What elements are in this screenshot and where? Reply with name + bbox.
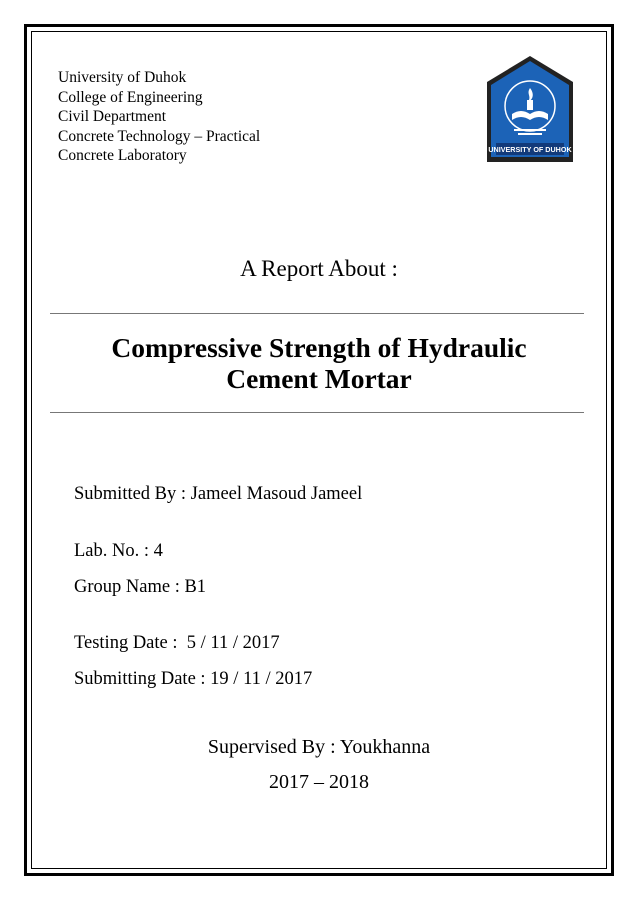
lab-number: Lab. No. : 4	[74, 541, 163, 561]
department-name: Civil Department	[58, 108, 167, 126]
laboratory-name: Concrete Laboratory	[58, 147, 187, 165]
testing-date: Testing Date : 5 / 11 / 2017	[74, 633, 280, 653]
course-name: Concrete Technology – Practical	[58, 127, 261, 145]
submitting-date: Submitting Date : 19 / 11 / 2017	[74, 669, 313, 689]
university-name: University of Duhok	[58, 69, 187, 86]
institution-header	[58, 68, 260, 166]
report-title-line-1: Compressive Strength of Hydraulic	[111, 332, 527, 363]
title-divider-top	[50, 313, 584, 314]
university-logo-icon	[484, 54, 576, 166]
academic-year: 2017 – 2018	[269, 771, 369, 793]
submitted-by: Submitted By : Jameel Masoud Jameel	[74, 484, 363, 504]
group-name: Group Name : B1	[74, 577, 207, 597]
logo-banner-text: UNIVERSITY OF DUHOK	[488, 145, 572, 154]
title-divider-bottom	[50, 412, 584, 413]
college-name: College of Engineering	[58, 88, 203, 106]
report-about-label: A Report About :	[240, 256, 398, 281]
report-title	[0, 332, 638, 394]
report-title-line-2: Cement Mortar	[226, 363, 412, 394]
supervised-by: Supervised By : Youkhanna	[207, 736, 431, 758]
